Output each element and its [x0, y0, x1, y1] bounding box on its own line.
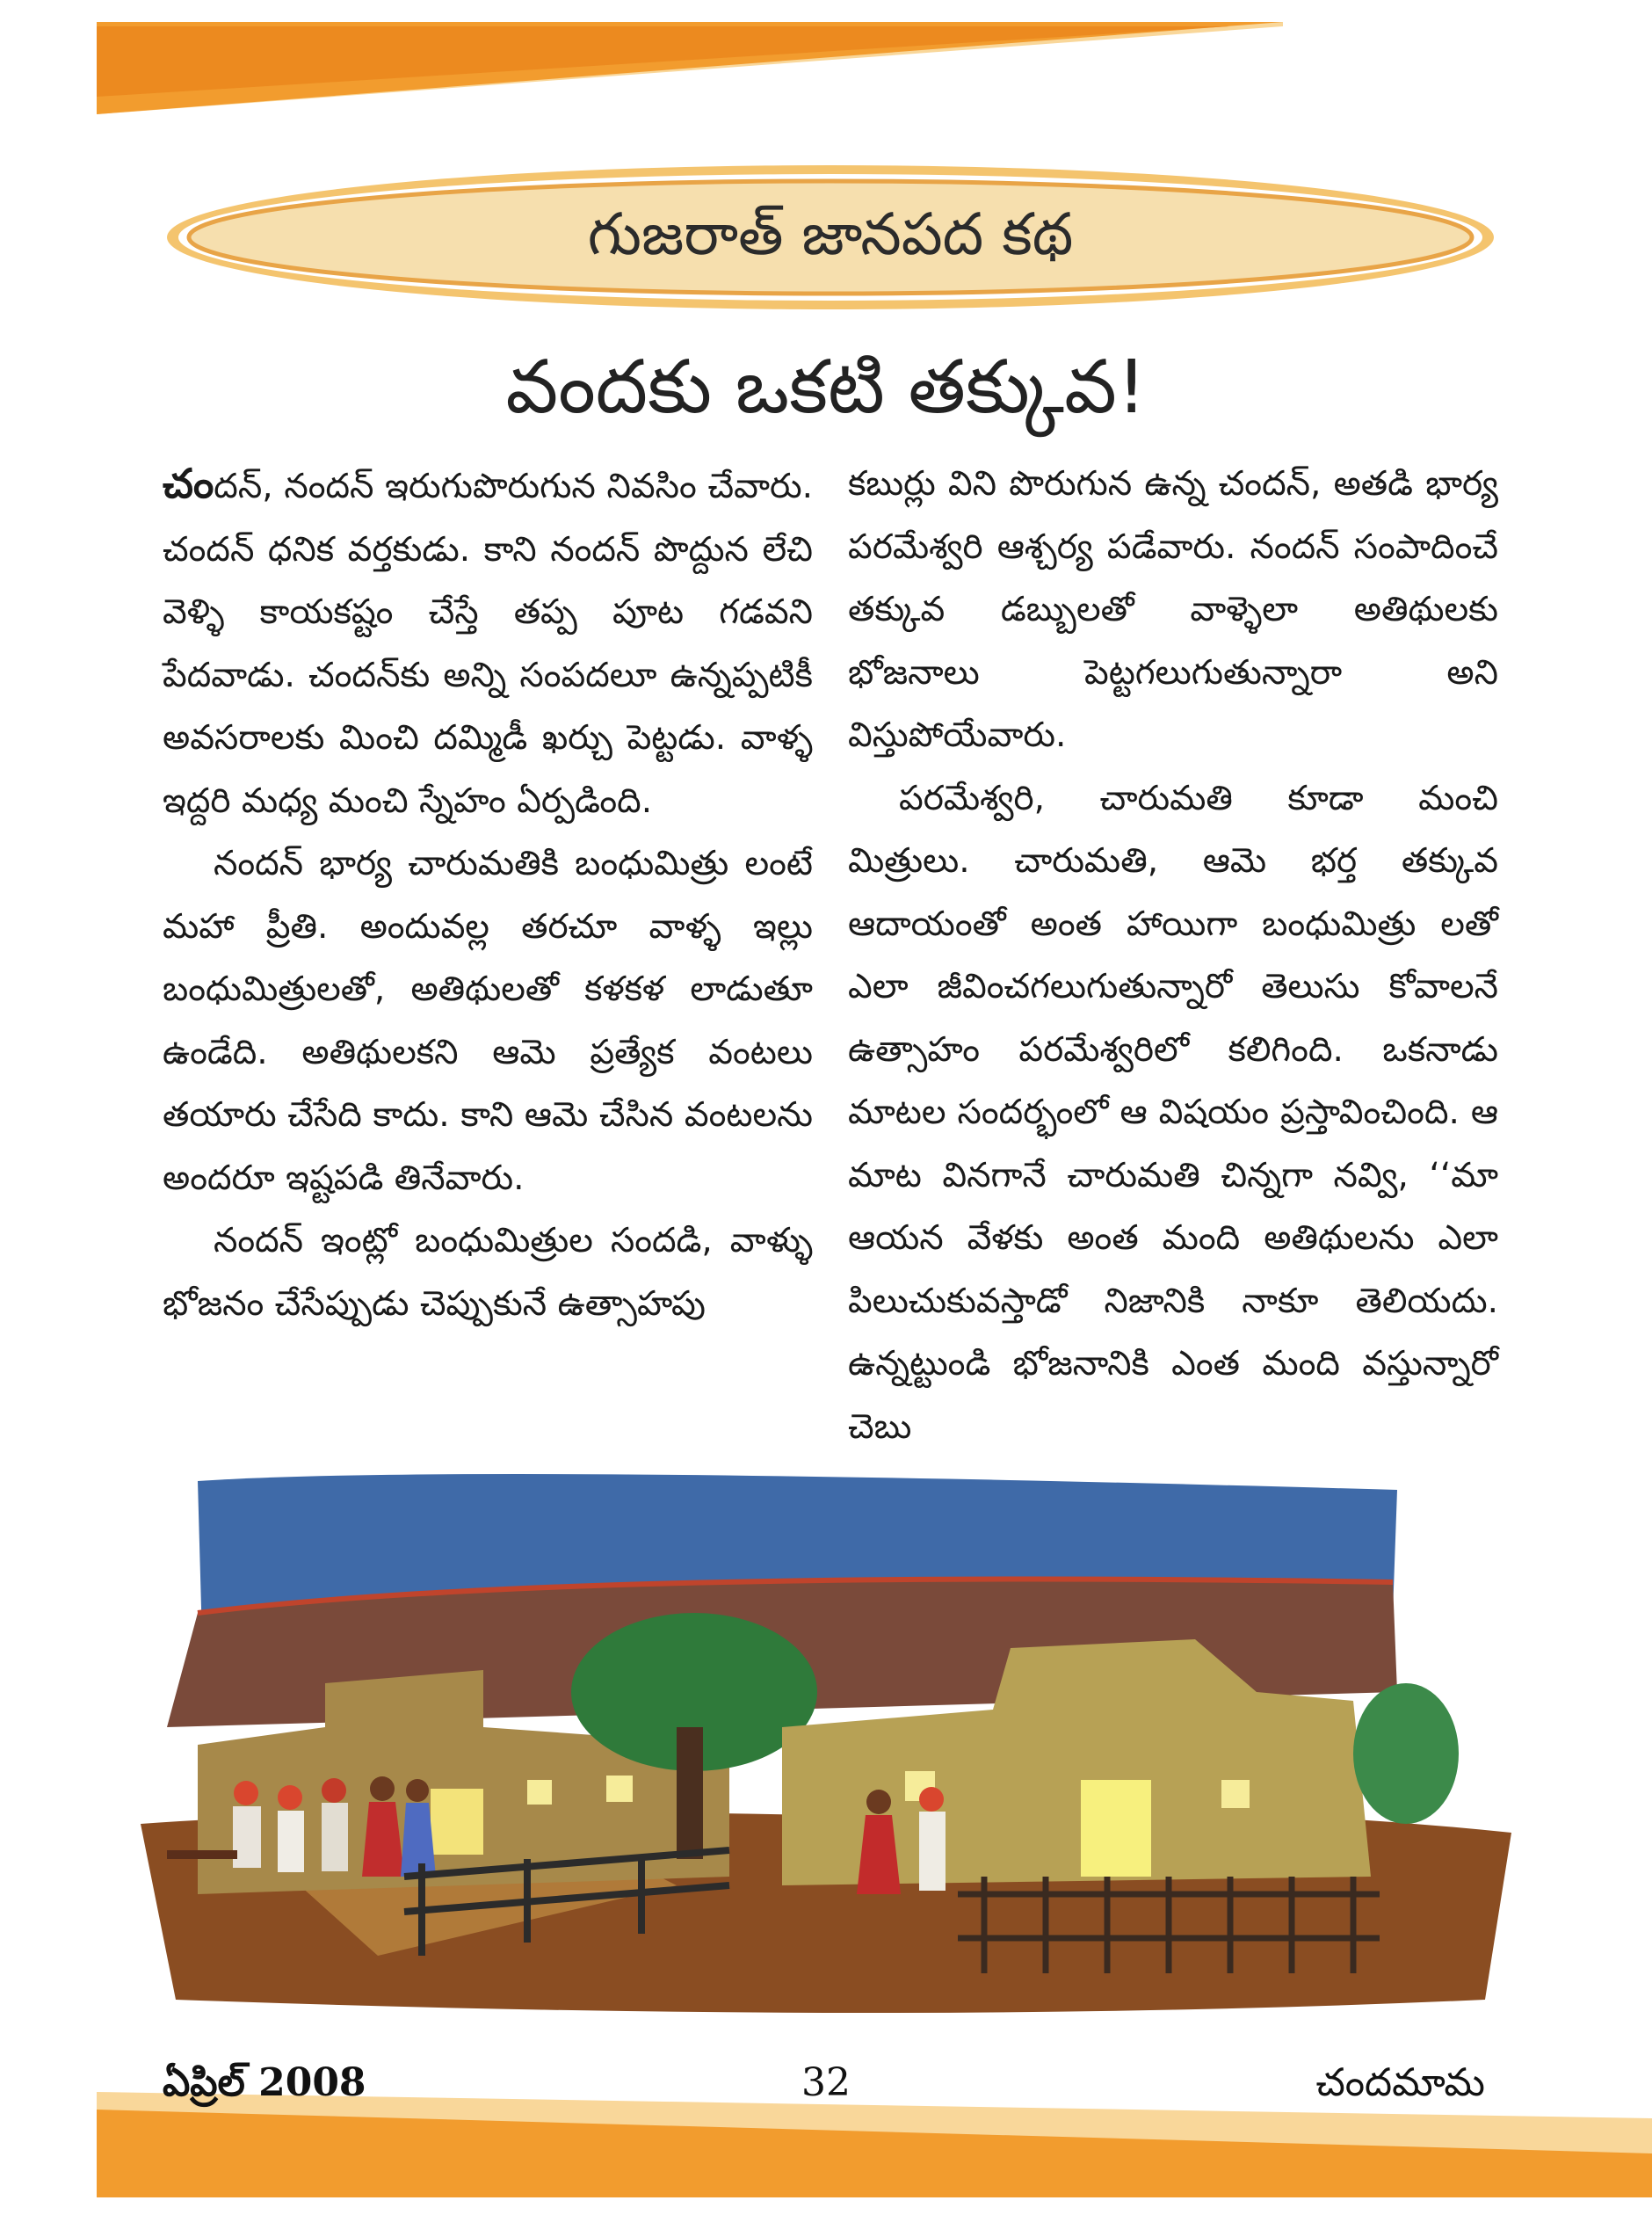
dropcap: చం — [163, 460, 214, 507]
left-house-window — [606, 1776, 633, 1802]
right-house-window — [1221, 1780, 1250, 1808]
right-house-door — [1081, 1780, 1151, 1877]
page-number: 32 — [801, 2060, 851, 2105]
paragraph: నందన్ భార్య చారుమతికి బంధుమిత్రు లంటే మహా ప్రీతి. అందువల్ల తరచూ వాళ్ళ ఇల్లు బంధుమిత్రులతో, అతిథులతో కళకళ లాడుతూ ఉండేది. అతిథులకని ఆమె ప్రత్యేక వంటలు తయారు చేసేది కాదు. కాని ఆమె చేసిన వంటలను అందరూ ఇష్టపడి తినేవారు. — [163, 844, 813, 1198]
article-column-left — [163, 453, 813, 1335]
paragraph: పరమేశ్వరి, చారుమతి కూడా మంచి మిత్రులు. చారుమతి, ఆమె భర్త తక్కువ ఆదాయంతో అంత హాయిగా బంధుమిత్రు లతో ఎలా జీవించగలుగుతున్నారో తెలుసు కోవాలనే ఉత్సాహం పరమేశ్వరిలో కలిగింది. ఒకనాడు మాటల సందర్భంలో ఆ విషయం ప్రస్తావించింది. ఆ మాట వినగానే చారుమతి చిన్నగా నవ్వి, ‘‘మా ఆయన వేళకు అంత మంది అతిథులను ఎలా పిలుచుకువస్తాడో నిజానికి నాకూ తెలియదు. ఉన్నట్టుండి భోజనానికి ఎంత మంది వస్తున్నారో చెబు — [848, 778, 1498, 1447]
issue-date: ఏప్రిల్ 2008 — [163, 2060, 366, 2105]
paragraph: కబుర్లు విని పొరుగున ఉన్న చందన్, అతడి భార్య పరమేశ్వరి ఆశ్చర్య పడేవారు. నందన్ సంపాదించే తక్కువ డబ్బులతో వాళ్ళెలా అతిథులకు భోజనాలు పెట్టగలుగుతున్నారా అని విస్తుపోయేవారు. — [848, 464, 1498, 755]
paragraph — [163, 453, 813, 832]
bench — [167, 1850, 237, 1859]
magazine-name: చందమామ — [1315, 2060, 1485, 2105]
bush — [1353, 1683, 1459, 1824]
tree-trunk — [677, 1727, 703, 1859]
village-illustration — [114, 1463, 1520, 2026]
paragraph: నందన్ ఇంట్లో బంధుమిత్రుల సందడి, వాళ్ళు భోజనం చేసేప్పుడు చెప్పుకునే ఉత్సాహపు — [163, 1221, 813, 1324]
story-title: వందకు ఒకటి తక్కువ! — [505, 344, 1147, 430]
paragraph-text: దన్, నందన్ ఇరుగుపొరుగున నివసిం చేవారు. చందన్ ధనిక వర్తకుడు. కాని నందన్ పొద్దున లేచి వెళ్ళి కాయకష్టం చేస్తే తప్ప పూట గడవని పేదవాడు. చందన్‌కు అన్ని సంపదలూ ఉన్నప్పటికీ అవసరాలకు మించి దమ్మిడీ ఖర్చు పెట్టడు. వాళ్ళ ఇద్దరి మధ్య మంచి స్నేహం ఏర్పడింది. — [163, 467, 813, 821]
category-label: గుజరాత్ జానపద కథ — [587, 200, 1074, 268]
top-band-deep-stripe — [97, 26, 1230, 97]
left-house-window — [527, 1780, 552, 1805]
top-decorative-band — [0, 0, 1652, 123]
left-house-door — [431, 1789, 483, 1855]
article-column-right — [848, 453, 1498, 1458]
